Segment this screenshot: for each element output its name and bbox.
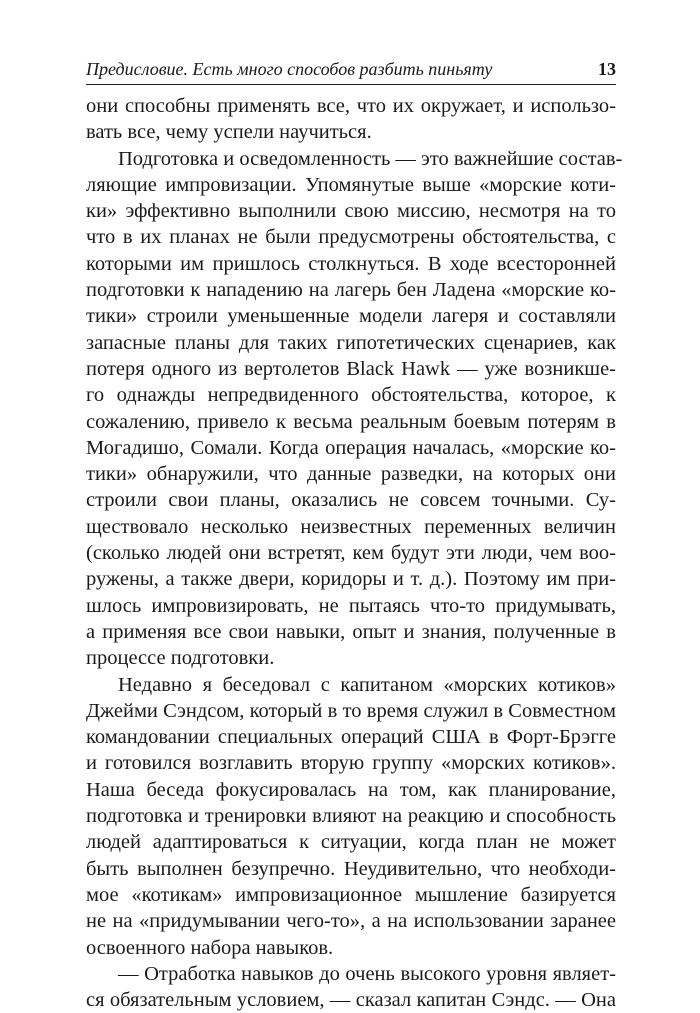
text-line: командовании специальных операций США в Форт-Брэгге	[86, 726, 616, 749]
text-line: и готовился возглавить вторую группу «морских котиков».	[86, 752, 616, 775]
text-line: Могадишо, Сомали. Когда операция началась, «морские ко-	[86, 436, 616, 459]
text-line: Недавно я беседовал с капитаном «морских котиков»	[118, 673, 616, 696]
paragraph	[86, 146, 623, 672]
text-line: строили свои планы, оказались не совсем точными. Су-	[86, 489, 616, 512]
text-line: людей адаптироваться к ситуации, когда план не может	[86, 831, 616, 854]
text-line: которыми им пришлось столкнуться. В ходе всесторонней	[86, 252, 616, 275]
text-line: запасные планы для таких гипотетических сценариев, как	[86, 331, 616, 354]
text-line: подготовки к нападению на лагерь бен Ладена «морские ко-	[86, 279, 616, 302]
text-line: что в их планах не были предусмотрены обстоятельства, с	[86, 226, 616, 249]
body-text	[86, 93, 623, 1013]
paragraph	[86, 961, 616, 1013]
text-line: (сколько людей они встретят, кем будут эти люди, чем воо-	[86, 542, 616, 565]
running-header	[86, 56, 616, 85]
text-line: потеря одного из вертолетов Black Hawk — уже возникше-	[86, 357, 616, 380]
text-line: не на «придумывании чего-то», а на использовании заранее	[86, 910, 616, 933]
text-line: Наша беседа фокусировалась на том, как планирование,	[86, 778, 616, 801]
text-line: тики» строили уменьшенные модели лагеря и составляли	[86, 305, 616, 328]
text-line: быть выполнен безупречно. Неудивительно, что необходи-	[86, 857, 616, 880]
text-line: вать все, чему успели научиться.	[86, 121, 372, 144]
text-line: ляющие импровизации. Упомянутые выше «морские коти-	[86, 173, 616, 196]
text-line: — Отработка навыков до очень высокого уровня являет-	[118, 962, 616, 985]
text-line: Подготовка и осведомленность — это важнейшие состав-	[118, 147, 623, 170]
text-line: а применяя все свои навыки, опыт и знания, полученные в	[86, 620, 616, 643]
paragraph	[86, 672, 616, 961]
text-line: шлось импровизировать, не пытаясь что-то придумывать,	[86, 594, 616, 617]
paragraph	[86, 93, 616, 146]
text-line: сожалению, привело к весьма реальным боевым потерям в	[86, 410, 616, 433]
text-line: ся обязательным условием, — сказал капитан Сэндс. — Она	[86, 989, 616, 1012]
text-line: Джейми Сэндсом, который в то время служил в Совместном	[86, 699, 616, 722]
text-line: подготовка и тренировки влияют на реакцию и способность	[86, 805, 616, 828]
text-line: го однажды непредвиденного обстоятельства, которое, к	[86, 384, 616, 407]
book-page	[86, 56, 623, 1013]
text-line: мое «котикам» импровизационное мышление базируется	[86, 883, 616, 906]
text-line: освоенного набора навыков.	[86, 936, 334, 959]
text-line: процессе подготовки.	[86, 647, 275, 670]
text-line: тики» обнаружили, что данные разведки, на которых они	[86, 463, 616, 486]
page-number: 13	[598, 59, 616, 79]
text-line: они способны применять все, что их окружает, и использо-	[86, 95, 616, 117]
text-line: ки» эффективно выполнили свою миссию, несмотря на то	[86, 200, 616, 223]
text-line: ружены, а также двери, коридоры и т. д.). Поэтому им при-	[86, 568, 616, 591]
running-title: Предисловие. Есть много способов разбить пиньяту	[86, 59, 493, 79]
text-line: ществовало несколько неизвестных переменных величин	[86, 515, 616, 538]
